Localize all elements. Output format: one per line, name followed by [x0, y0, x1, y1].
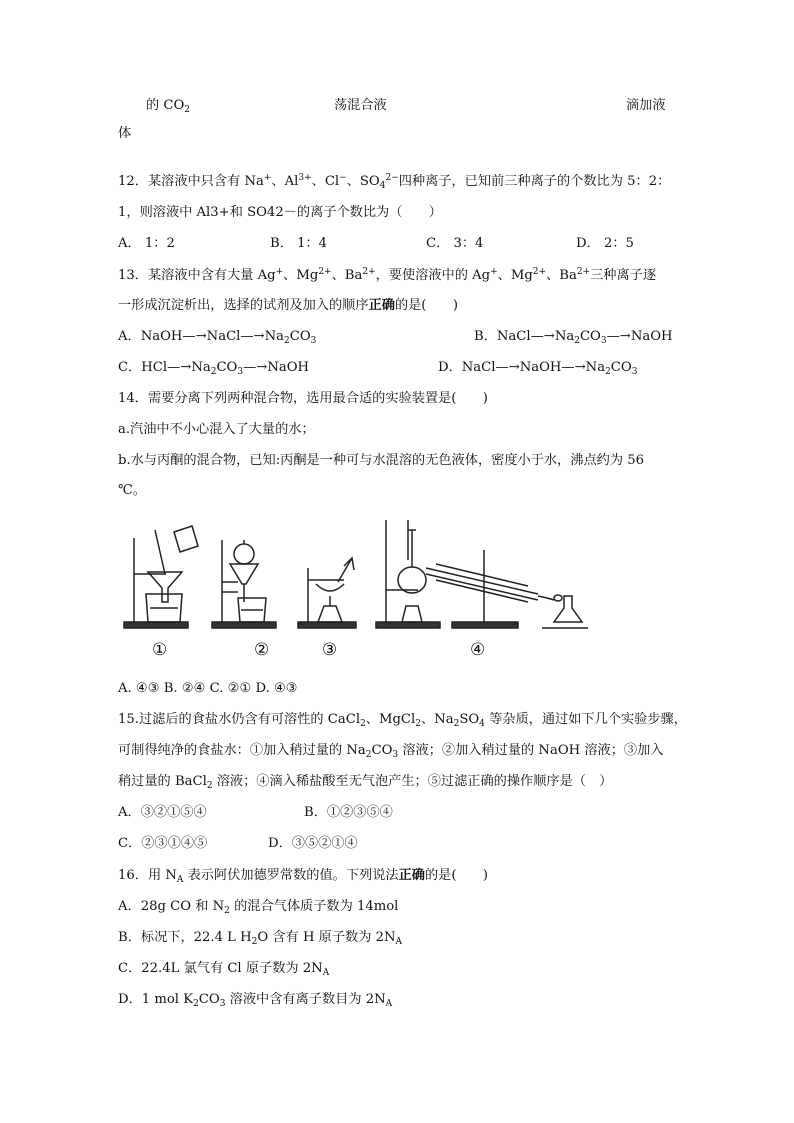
q14-item-a: a.汽油中不小心混入了大量的水； [118, 422, 315, 437]
prev-option-fragment-3: 滴加液 [626, 98, 666, 113]
evaporation-apparatus [298, 558, 356, 628]
q13-option-c: C．$HCl—\to Na_2CO_3—\to NaOH$ [118, 360, 310, 377]
q12-stem-line2: 1，则溶液中 Al3+和 SO42－的离子个数比为（ ） [118, 205, 442, 220]
q15-option-c: C．②③①④⑤ [118, 836, 208, 851]
q15-option-d: D．③⑤②①④ [268, 836, 358, 851]
q16-stem: 16．用 $N_A$ 表示阿伏加德罗常数的值。下列说法正确的是( ) [118, 868, 489, 885]
q14-item-b: b.水与丙酮的混合物，已知:丙酮是一种可与水混溶的无色液体，密度小于水，沸点约为 56 [118, 453, 644, 468]
prev-option-fragment-1: 的 $CO_2$ [146, 98, 191, 115]
q15-option-a: A．③②①⑤④ [118, 805, 207, 820]
prev-option-fragment-2: 荡混合液 [334, 98, 387, 113]
separatory-funnel-apparatus [212, 540, 276, 628]
q14-options: A. ④③ B. ②④ C. ②① D. ④③ [118, 681, 298, 696]
q13-stem-line1: 13．某溶液中含有大量 Ag+、$Mg^{2+}$、$Ba^{2+}$，要使溶液中的 Ag+、$Mg^{2+}$、$Ba^{2+}$三种离子逐 [118, 267, 657, 283]
apparatus-label-4: ④ [470, 640, 486, 660]
q15-stem-line3: 稍过量的 BaCl$_2$ 溶液；④滴入稀盐酸至无气泡产生；⑤过滤正确的操作顺序是（ ） [118, 774, 613, 791]
q13-stem-line2: 一形成沉淀析出，选择的试剂及加入的顺序正确的是( ) [118, 298, 458, 313]
q16-option-b: B．标况下，22.4 L $H_2O$ 含有 H 原子数为 $2N_A$ [118, 930, 403, 947]
apparatus-label-3: ③ [322, 640, 338, 660]
q14-stem-line1: 14．需要分离下列两种混合物，选用最合适的实验装置是( ) [118, 391, 488, 406]
lab-apparatus-figure [118, 510, 588, 665]
q12-option-d: D． 2：5 [576, 236, 634, 251]
prev-option-fragment-4: 体 [118, 126, 132, 141]
q15-stem-line1: 15.过滤后的食盐水仍含有可溶性的 CaCl$_2$、MgCl$_2$、$Na_2SO_4$ 等杂质，通过如下几个实验步骤， [118, 712, 687, 729]
q16-option-c: C．22.4L 氯气有 Cl 原子数为 $2N_A$ [118, 961, 330, 978]
apparatus-label-1: ① [152, 640, 168, 660]
q14-item-b-cont: ℃。 [118, 483, 146, 498]
q12-option-b: B． 1：4 [270, 236, 328, 251]
q12-option-a: A． 1：2 [118, 236, 175, 251]
q13-option-b: B．$NaCl—\to Na_2CO_3—\to NaOH$ [474, 329, 673, 346]
filtration-apparatus [124, 526, 198, 628]
q13-option-d: D．$NaCl—\to NaOH—\to Na_2CO_3$ [438, 360, 638, 377]
q15-option-b: B．①②③⑤④ [304, 805, 393, 820]
q13-option-a: A．$NaOH—\to NaCl—\to Na_2CO_3$ [118, 329, 317, 346]
q16-option-d: D．1 mol $K_2CO_3$ 溶液中含有离子数目为 $2N_A$ [118, 992, 393, 1009]
q12-option-c: C． 3：4 [426, 236, 484, 251]
q16-option-a: A．28g CO 和 $N_2$ 的混合气体质子数为 14mol [118, 899, 399, 916]
q12-stem-line1: 12．某溶液中只含有 Na+、$Al^{3+}$、Cl−、$SO_4^{2-}$四种离子，已知前三种离子的个数比为 5：2： [118, 173, 671, 191]
distillation-apparatus [376, 520, 588, 628]
apparatus-label-2: ② [254, 640, 270, 660]
q15-stem-line2: 可制得纯净的食盐水：①加入稍过量的 $Na_2CO_3$ 溶液；②加入稍过量的 NaOH 溶液；③加入 [118, 743, 664, 760]
